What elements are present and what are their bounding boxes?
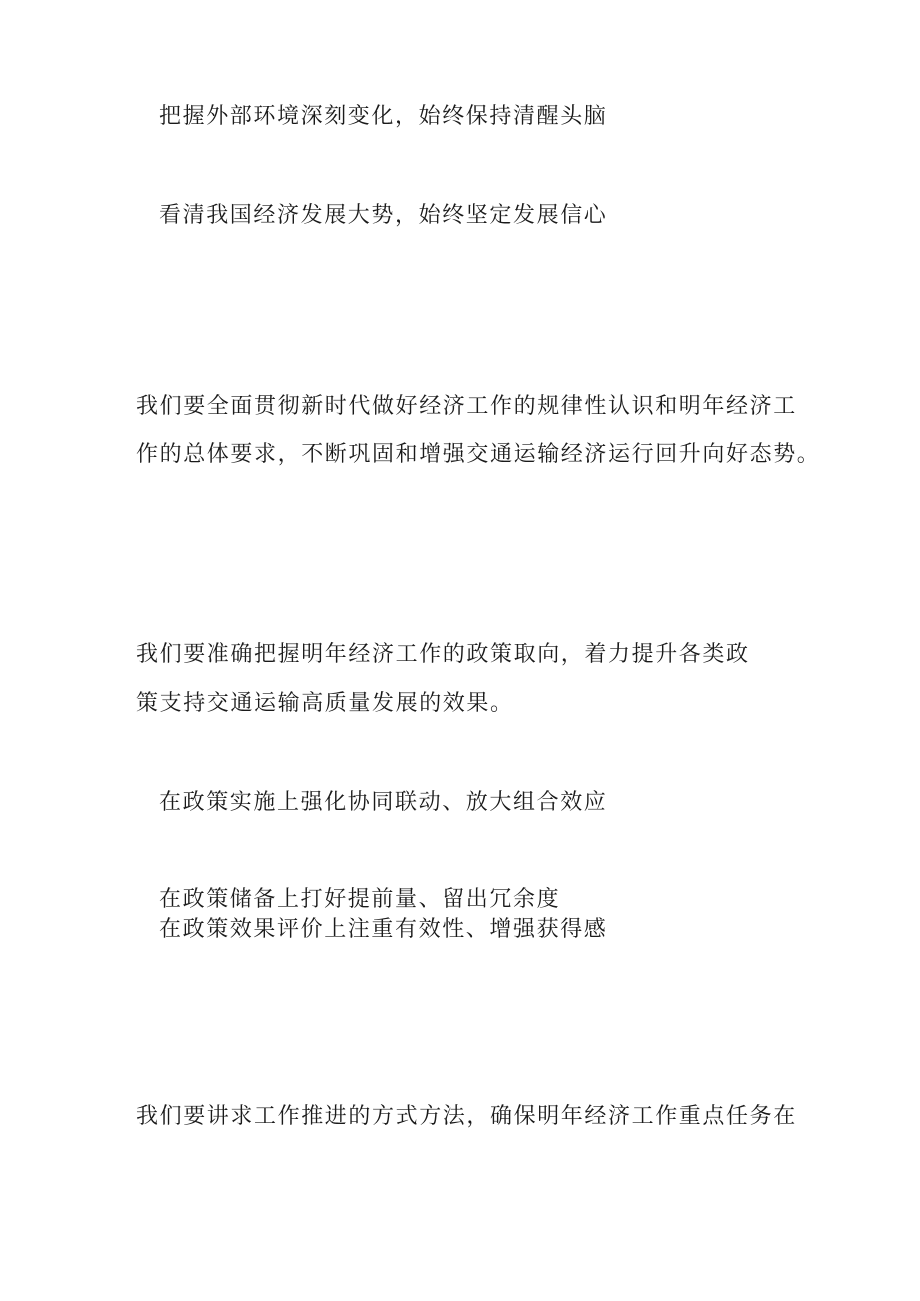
paragraph-line: 我们要全面贯彻新时代做好经济工作的规律性认识和明年经济工 <box>136 394 797 419</box>
subpoint-line: 在政策效果评价上注重有效性、增强获得感 <box>159 917 608 942</box>
paragraph-line: 我们要准确把握明年经济工作的政策取向，着力提升各类政 <box>136 642 750 667</box>
subpoint-line: 在政策储备上打好提前量、留出冗余度 <box>159 887 561 912</box>
paragraph-line: 作的总体要求，不断巩固和增强交通运输经济运行回升向好态势。 <box>136 442 821 467</box>
paragraph-line: 我们要讲求工作推进的方式方法，确保明年经济工作重点任务在 <box>136 1104 797 1129</box>
paragraph-line: 策支持交通运输高质量发展的效果。 <box>136 691 514 716</box>
subpoint-line: 看清我国经济发展大势，始终坚定发展信心 <box>159 203 608 228</box>
subpoint-line: 把握外部环境深刻变化，始终保持清醒头脑 <box>159 104 608 129</box>
subpoint-line: 在政策实施上强化协同联动、放大组合效应 <box>159 790 608 815</box>
